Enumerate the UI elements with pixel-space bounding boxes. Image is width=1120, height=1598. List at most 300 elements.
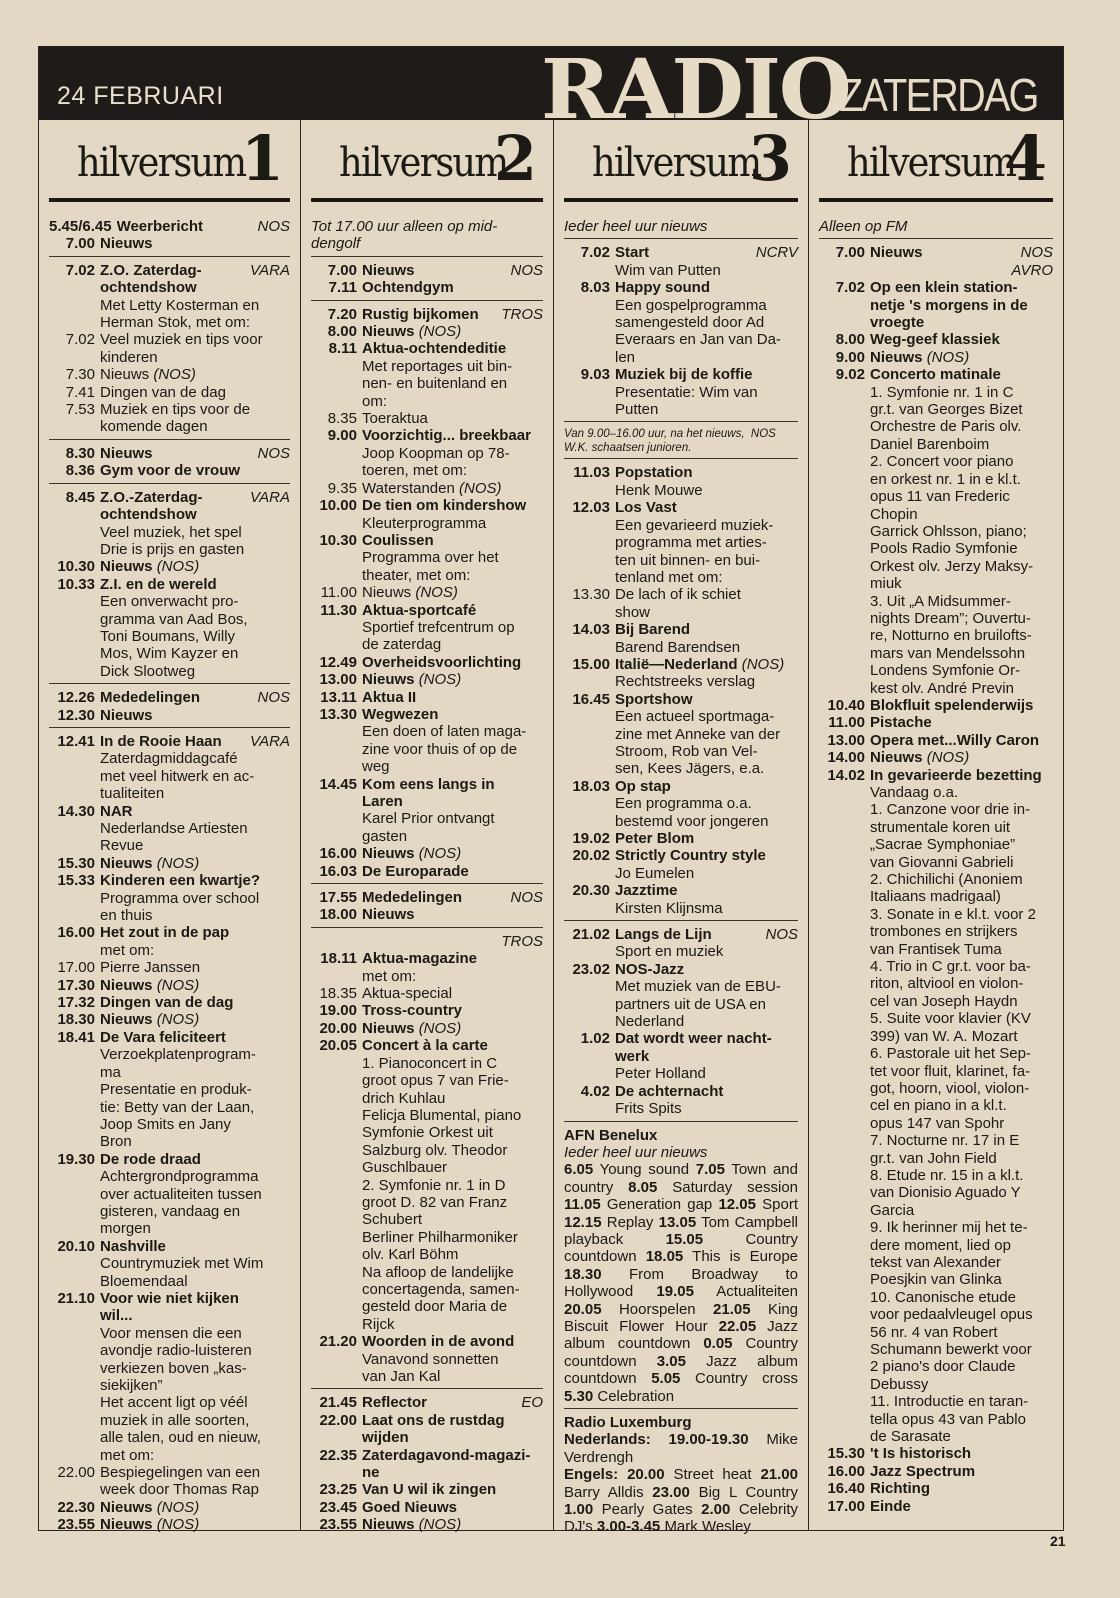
listing-block xyxy=(49,731,290,1537)
program-body xyxy=(362,1516,543,1533)
program-title: Veel muziek en tips voor kinderen xyxy=(100,331,263,366)
program-title: Pistache xyxy=(870,714,932,732)
program-broadcaster-note: (NOS) xyxy=(459,479,502,497)
program-body xyxy=(870,331,1053,348)
program-body xyxy=(870,349,1053,366)
listing-block xyxy=(564,462,798,921)
program-body xyxy=(615,366,798,418)
program-entry xyxy=(819,749,1053,766)
program-time: 13.11 xyxy=(320,688,357,706)
program-entry xyxy=(49,331,290,366)
program-title: Pearly Gates xyxy=(601,1501,693,1519)
program-time: 18.30 xyxy=(564,1265,602,1283)
program-time: 5.45/6.45 xyxy=(49,218,112,235)
program-body xyxy=(362,776,543,846)
program-title: This is Europe xyxy=(692,1248,798,1266)
program-description: Veel muziek, het spel Drie is prijs en gasten xyxy=(100,523,245,558)
program-time: 18.03 xyxy=(572,777,610,795)
program-description: Rechtstreeks verslag xyxy=(615,673,756,691)
program-description: Met muziek van de EBU- partners uit de USA en Nederland xyxy=(615,978,781,1031)
program-body xyxy=(362,340,543,410)
program-time: 7.11 xyxy=(328,279,357,297)
program-body xyxy=(362,906,543,923)
program-time: 18.35 xyxy=(319,985,357,1003)
program-time: 7.00 xyxy=(835,244,865,262)
program-entry xyxy=(564,882,798,917)
station-name: hilversum xyxy=(339,140,508,186)
radio-listings-page xyxy=(38,42,1064,1536)
program-time: 20.00 xyxy=(627,1466,665,1484)
program-body xyxy=(362,671,543,688)
program-title: Dingen van de dag xyxy=(100,383,226,401)
program-entry xyxy=(564,586,798,621)
program-time: 7.41 xyxy=(65,383,95,401)
program-time: 19.30 xyxy=(57,1150,95,1168)
program-title: Zaterdagavond-magazi- ne xyxy=(362,1446,531,1482)
program-title: Saturday session xyxy=(672,1178,799,1196)
program-entry xyxy=(311,584,543,601)
program-title: Nashville xyxy=(100,1237,166,1255)
program-time: 8.35 xyxy=(327,410,357,428)
program-entry xyxy=(819,1498,1053,1515)
program-time: 17.00 xyxy=(827,1497,865,1515)
program-description: Voor mensen die een avondje radio-luisteren verkiezen boven „kas- siekijken” Het accent ligt op véél muziek in alle soorten, alle talen, oud en nieuw, met om: xyxy=(100,1324,261,1464)
program-time: 7.02 xyxy=(580,244,610,262)
program-entry xyxy=(564,830,798,847)
program-body xyxy=(870,697,1053,714)
program-time: 4.02 xyxy=(580,1082,610,1100)
block-intro: Alleen op FM xyxy=(819,218,908,235)
program-time: 17.00 xyxy=(57,959,95,977)
station-name: hilversum xyxy=(847,140,1016,186)
program-title: Nieuws xyxy=(100,558,153,576)
program-body xyxy=(362,654,543,671)
program-title: Weerbericht xyxy=(116,218,203,235)
program-title: Nieuws xyxy=(100,706,153,724)
foreign-station-name: Radio Luxemburg xyxy=(564,1414,692,1431)
listing-block xyxy=(49,687,290,728)
program-title: Opera met...Willy Caron xyxy=(870,731,1040,749)
program-description: Verzoekplatenprogram- ma Presentatie en produk- tie: Betty van der Laan, Joop Smits en Jany Bron xyxy=(100,1046,256,1151)
program-title: Nieuws xyxy=(362,584,412,602)
program-time: 16.40 xyxy=(827,1480,865,1498)
station-column-hilversum-3 xyxy=(554,120,809,1536)
header-banner xyxy=(39,42,1063,138)
block-intro: Tot 17.00 uur alleen op mid- dengolf xyxy=(311,218,498,253)
program-title: Nieuws xyxy=(100,444,153,462)
program-time: 9.03 xyxy=(580,366,610,384)
program-entry xyxy=(311,410,543,427)
program-time: 23.00 xyxy=(652,1483,690,1501)
program-time: 7.00 xyxy=(327,261,357,279)
program-broadcaster-note: (NOS) xyxy=(415,584,458,602)
program-title: Concert à la carte xyxy=(362,1037,488,1055)
program-title: Hoorspelen xyxy=(618,1300,696,1318)
program-title: Van U wil ik zingen xyxy=(362,1481,497,1499)
program-time: 23.02 xyxy=(572,960,610,978)
program-time: 14.45 xyxy=(319,775,357,793)
program-body xyxy=(100,576,290,680)
program-entry xyxy=(564,847,798,882)
broadcaster-label: VARA xyxy=(249,732,290,750)
program-body xyxy=(362,985,543,1002)
broadcaster-label: TROS xyxy=(501,932,543,950)
program-entry xyxy=(49,489,290,559)
program-entry xyxy=(311,262,543,279)
program-entry xyxy=(49,1029,290,1151)
program-title: Bespiegelingen van een week door Thomas Rap xyxy=(100,1464,261,1499)
program-entry xyxy=(311,323,543,340)
program-time: 15.30 xyxy=(57,854,95,872)
program-time: 23.45 xyxy=(319,1498,357,1516)
broadcaster-label: VARA xyxy=(249,261,290,279)
program-time: 19.05 xyxy=(656,1283,694,1301)
program-description: Sportief trefcentrum op de zaterdag xyxy=(362,618,515,654)
block-note: Van 9.00–16.00 uur, na het nieuws, NOS W.K. schaatsen junioren. xyxy=(564,428,776,455)
program-title: Toeraktua xyxy=(362,410,428,428)
program-entry xyxy=(49,1464,290,1499)
program-body xyxy=(100,366,290,383)
program-entry xyxy=(49,1290,290,1464)
program-title: Nieuws xyxy=(362,261,415,279)
program-entry xyxy=(49,1238,290,1290)
program-entry xyxy=(311,1516,543,1533)
program-title: Z.O. Zaterdag- ochtendshow xyxy=(100,261,202,297)
program-time: 20.00 xyxy=(319,1019,357,1037)
program-time: 18.30 xyxy=(57,1011,95,1029)
program-entry xyxy=(311,532,543,584)
program-body xyxy=(870,714,1053,731)
broadcaster-label: NOS xyxy=(257,444,290,462)
program-title: Weg-geef klassiek xyxy=(870,331,1000,349)
program-body xyxy=(100,1029,290,1151)
program-entry xyxy=(311,863,543,880)
program-time: 10.40 xyxy=(827,696,865,714)
listing-block xyxy=(49,487,290,684)
program-time: 17.55 xyxy=(319,889,357,907)
program-title: Town and country xyxy=(564,1161,798,1196)
program-body xyxy=(100,977,290,994)
program-time: 21.10 xyxy=(57,1289,95,1307)
program-title: Kinderen een kwartje? xyxy=(100,872,261,890)
program-body xyxy=(615,499,798,586)
program-broadcaster-note: (NOS) xyxy=(418,1516,462,1534)
program-title: Nieuws xyxy=(362,906,415,924)
program-entry xyxy=(819,279,1053,331)
program-time: 8.36 xyxy=(65,462,95,480)
program-title: Dingen van de dag xyxy=(100,994,234,1012)
program-time: 15.00 xyxy=(572,655,610,673)
program-body xyxy=(362,1020,543,1037)
program-time: 1.02 xyxy=(580,1030,610,1048)
program-time: 6.05 xyxy=(564,1161,594,1179)
program-time: 23.25 xyxy=(319,1481,357,1499)
broadcaster-label: AVRO xyxy=(1011,261,1053,279)
program-time: 10.30 xyxy=(319,531,357,549)
program-title: Mededelingen xyxy=(362,889,463,907)
program-body xyxy=(100,707,290,724)
program-title: Big L Country xyxy=(698,1483,798,1501)
program-entry xyxy=(564,1030,798,1082)
program-title: Z.O.-Zaterdag- ochtendshow xyxy=(100,488,203,524)
program-body xyxy=(870,767,1053,1446)
header-title: RADIO xyxy=(541,42,850,138)
program-entry xyxy=(311,654,543,671)
program-title: Jazz album countdown xyxy=(564,1317,799,1353)
program-body xyxy=(100,401,290,436)
program-body xyxy=(362,1394,543,1411)
program-time: 16.00 xyxy=(319,845,357,863)
station-number: 1 xyxy=(240,122,284,195)
program-description: Kirsten Klijnsma xyxy=(615,899,723,917)
program-title: Aktua-ochtendeditie xyxy=(362,340,507,358)
program-time: 23.55 xyxy=(319,1516,357,1534)
program-time: 12.49 xyxy=(319,653,357,671)
program-body xyxy=(362,1447,543,1482)
program-time: 12.15 xyxy=(564,1213,602,1231)
program-time: 8.30 xyxy=(65,444,95,462)
program-title: Einde xyxy=(870,1497,911,1515)
program-description: Met reportages uit bin- nen- en buitenland en om: xyxy=(362,357,513,410)
program-time: 13.30 xyxy=(572,586,610,604)
program-title: Overheidsvoorlichting xyxy=(362,653,522,671)
program-entry xyxy=(311,889,543,906)
program-entry xyxy=(311,427,543,479)
foreign-station-note: Ieder heel uur nieuws xyxy=(564,1143,708,1161)
program-title: Actualiteiten xyxy=(716,1283,799,1301)
program-entry xyxy=(311,985,543,1002)
program-time: 22.00 xyxy=(57,1464,95,1482)
program-body xyxy=(362,427,543,479)
program-entry xyxy=(311,906,543,923)
program-title: Celebrity DJ's xyxy=(564,1501,798,1536)
program-title: King Biscuit Flower Hour xyxy=(564,1300,799,1335)
program-broadcaster-note: (NOS) xyxy=(418,845,462,863)
program-title: From Broadway to Hollywood xyxy=(564,1265,798,1301)
program-description: met om: xyxy=(362,967,417,985)
program-entry xyxy=(49,707,290,724)
program-entry xyxy=(49,262,290,332)
program-time: 21.05 xyxy=(713,1300,751,1318)
broadcaster-label: TROS xyxy=(501,305,543,323)
program-body xyxy=(100,235,290,252)
program-title: Bij Barend xyxy=(615,621,691,639)
program-description: Een onverwacht pro- gramma van Aad Bos, Toni Boumans, Willy Mos, Wim Kayzer en Dick Slootweg xyxy=(100,593,248,680)
program-time: 20.02 xyxy=(572,847,610,865)
station-name: hilversum xyxy=(77,140,246,186)
program-time: 12.05 xyxy=(718,1196,756,1214)
program-body xyxy=(100,924,290,959)
program-body xyxy=(615,847,798,882)
program-description: Karel Prior ontvangt gasten xyxy=(362,810,495,845)
program-body xyxy=(362,950,543,985)
broadcaster-label: NOS xyxy=(1020,244,1053,262)
program-body xyxy=(615,586,798,621)
program-time: 7.30 xyxy=(65,366,95,384)
program-title: Strictly Country style xyxy=(615,847,766,865)
program-title: Jazztime xyxy=(615,882,678,900)
program-time: 7.02 xyxy=(65,261,95,279)
program-body xyxy=(362,1412,543,1447)
program-title: Coulissen xyxy=(362,531,434,549)
program-time: 7.20 xyxy=(327,305,357,323)
program-description: Een doen of laten maga- zine voor thuis of op de weg xyxy=(362,723,527,776)
broadcaster-label: NOS xyxy=(765,926,798,944)
listing-block xyxy=(49,216,290,257)
program-body xyxy=(615,830,798,847)
program-body xyxy=(870,732,1053,749)
program-description: Wim van Putten xyxy=(615,261,721,279)
program-broadcaster-note: (NOS) xyxy=(156,1011,200,1029)
program-body xyxy=(362,602,543,654)
program-title: Rustig bijkomen xyxy=(362,305,479,323)
listing-block xyxy=(564,1125,798,1410)
program-entry xyxy=(564,366,798,418)
program-title: Kom eens langs in Laren xyxy=(362,775,495,810)
program-title: Gym voor de vrouw xyxy=(100,462,241,480)
program-entry xyxy=(564,464,798,499)
program-title: De Vara feliciteert xyxy=(100,1028,226,1046)
program-title: Nieuws xyxy=(362,671,415,689)
program-body xyxy=(362,1333,543,1385)
program-broadcaster-note: (NOS) xyxy=(926,749,970,767)
program-time: 21.00 xyxy=(760,1466,798,1484)
program-time: 12.30 xyxy=(57,706,95,724)
program-broadcaster-note: (NOS) xyxy=(156,854,200,872)
program-body xyxy=(870,1463,1053,1480)
program-time: 19.00-19.30 xyxy=(668,1431,749,1449)
program-entry xyxy=(311,279,543,296)
program-title: Generation gap xyxy=(606,1196,713,1214)
program-title: Start xyxy=(615,244,650,262)
listing-block xyxy=(49,443,290,484)
program-body xyxy=(362,410,543,427)
program-entry xyxy=(311,1020,543,1037)
listing-block xyxy=(819,216,1053,239)
program-time: 21.20 xyxy=(319,1333,357,1351)
program-broadcaster-note: (NOS) xyxy=(418,323,462,341)
program-time: 7.53 xyxy=(65,401,95,419)
program-time: 13.00 xyxy=(827,731,865,749)
program-entry xyxy=(311,845,543,862)
station-column-hilversum-2 xyxy=(301,120,554,1534)
program-description: Frits Spits xyxy=(615,1100,682,1118)
program-title: Aktua II xyxy=(362,688,417,706)
program-time: 12.03 xyxy=(572,499,610,517)
program-broadcaster-note: (NOS) xyxy=(156,558,200,576)
program-title: Jazz album countdown xyxy=(564,1352,799,1388)
station-heading xyxy=(311,120,543,202)
program-entry xyxy=(49,994,290,1011)
program-body xyxy=(100,872,290,924)
block-intro: Ieder heel uur nieuws xyxy=(564,218,708,235)
program-entry xyxy=(564,499,798,586)
station-number: 2 xyxy=(493,122,537,195)
program-title: Nieuws xyxy=(870,244,923,262)
program-entry xyxy=(564,691,798,778)
station-heading xyxy=(49,120,290,202)
program-title: Mark Wesley xyxy=(664,1518,751,1536)
program-body xyxy=(362,845,543,862)
program-description: Een gevarieerd muziek- programma met arties- ten uit binnen- en bui- tenland met om: xyxy=(615,516,774,586)
program-time: 15.33 xyxy=(57,872,95,890)
program-time: 11.05 xyxy=(564,1196,601,1214)
program-title: Nieuws xyxy=(100,1498,153,1516)
program-title: De achternacht xyxy=(615,1082,724,1100)
program-time: 7.05 xyxy=(695,1161,725,1179)
program-time: 18.00 xyxy=(319,906,357,924)
program-time: 17.30 xyxy=(57,976,95,994)
program-title: Aktua-sportcafé xyxy=(362,601,477,619)
program-entry xyxy=(564,1083,798,1118)
program-title: Country cross xyxy=(695,1370,798,1388)
program-body xyxy=(615,621,798,656)
program-description: 1. Pianoconcert in C groot opus 7 van Frie- drich Kuhlau Felicja Blumental, piano Symfonie Orkest uit Salzburg olv. Theodor Guschlbauer 2. Symfonie nr. 1 in D groot D. 82 van Franz Schubert Berliner Philharmoniker olv. Karl Böhm Na afloop de landelijke concertagenda, samen- gesteld door Maria de Rijck xyxy=(362,1054,522,1333)
station-name: hilversum xyxy=(592,140,761,186)
program-title: Concerto matinale xyxy=(870,366,1001,384)
program-title: De tien om kindershow xyxy=(362,497,527,515)
program-description: Achtergrondprogramma over actualiteiten tussen gisteren, vandaag en morgen xyxy=(100,1168,262,1238)
program-description: Barend Barendsen xyxy=(615,638,741,656)
program-description: Peter Holland xyxy=(615,1065,706,1083)
program-time: 18.05 xyxy=(645,1248,684,1266)
program-time: 14.03 xyxy=(572,621,610,639)
program-title: Nieuws xyxy=(100,1011,153,1029)
program-time: 11.30 xyxy=(320,601,357,619)
program-broadcaster-note: (NOS) xyxy=(418,671,462,689)
program-time: 10.00 xyxy=(319,497,357,515)
program-body xyxy=(362,532,543,584)
listing-block xyxy=(311,216,543,257)
program-title: Muziek bij de koffie xyxy=(615,366,753,384)
program-title: Happy sound xyxy=(615,279,711,297)
program-time: 19.00 xyxy=(319,1002,357,1020)
program-title: In gevarieerde bezetting xyxy=(870,766,1042,784)
program-title: Laat ons de rustdag wijden xyxy=(362,1411,505,1447)
program-time: 9.00 xyxy=(835,348,865,366)
program-body xyxy=(362,1481,543,1498)
program-time: 8.00 xyxy=(835,331,865,349)
program-description: Programma over school en thuis xyxy=(100,889,260,925)
program-body xyxy=(362,584,543,601)
program-title: Country countdown xyxy=(564,1230,798,1266)
program-entry xyxy=(819,1480,1053,1497)
program-time: 7.02 xyxy=(835,279,865,297)
program-time: 14.00 xyxy=(827,749,865,767)
program-title: Ochtendgym xyxy=(362,279,454,297)
program-time: 16.00 xyxy=(57,924,95,942)
program-description: 1. Symfonie nr. 1 in C gr.t. van Georges Bizet Orchestre de Paris olv. Daniel Barenboim 2. Concert voor piano en orkest nr. 1 in e kl.t. opus 11 van Frederic Chopin Garrick Ohlsson, piano; Pools Radio Symfonie Orkest olv. Jerzy Maksy- miuk 3. Uit „A Midsummer- nights Dream”; Ouvertu- re, Notturno en bruilofts- mars van Mendelssohn Londens Symfonie Or- kest olv. André Previn xyxy=(870,383,1034,697)
program-title: Street heat xyxy=(673,1466,752,1484)
program-entry xyxy=(49,689,290,706)
program-title: 't Is historisch xyxy=(870,1445,972,1463)
program-time: 8.11 xyxy=(328,340,357,358)
program-entry xyxy=(564,279,798,366)
listing-block xyxy=(49,260,290,440)
program-body xyxy=(870,366,1053,697)
program-time: 22.30 xyxy=(57,1498,95,1516)
program-title: Pierre Janssen xyxy=(100,959,201,977)
program-time: 20.05 xyxy=(319,1037,357,1055)
program-entry xyxy=(311,689,543,706)
program-title: Nieuws xyxy=(362,1516,415,1534)
program-title: Nieuws xyxy=(362,1019,415,1037)
program-title: Nieuws xyxy=(362,323,415,341)
broadcaster-label: VARA xyxy=(249,488,290,506)
program-title: Italië—Nederland xyxy=(615,655,738,673)
program-title: Voor wie niet kijken wil... xyxy=(100,1289,239,1325)
program-body xyxy=(615,279,798,366)
